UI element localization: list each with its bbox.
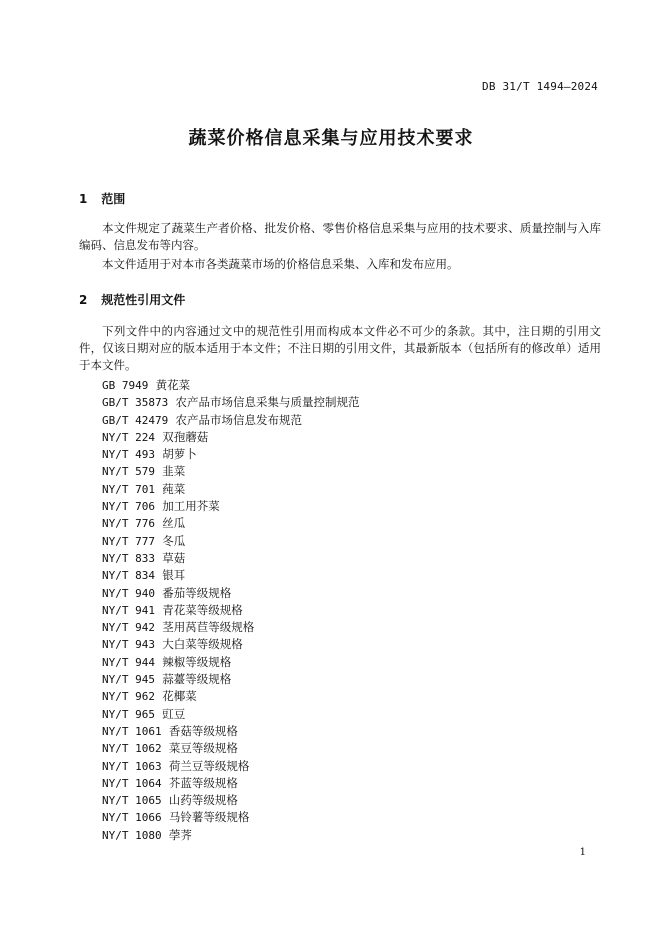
reference-code: NY/T 1064 — [102, 776, 162, 790]
reference-code: GB 7949 — [102, 379, 149, 392]
reference-name: 冬瓜 — [162, 533, 186, 548]
page-number: 1 — [579, 847, 586, 858]
reference-item — [102, 654, 360, 671]
reference-item — [102, 550, 360, 567]
reference-name: 番茄等级规格 — [162, 585, 232, 600]
reference-code: NY/T 706 — [102, 500, 155, 514]
reference-name: 菜豆等级规格 — [168, 741, 238, 756]
standard-code: DB 31/T 1494—2024 — [482, 80, 598, 93]
reference-code: NY/T 579 — [102, 465, 155, 479]
reference-code: GB/T 42479 — [102, 413, 169, 427]
reference-item — [102, 792, 360, 809]
reference-name: 辣椒等级规格 — [162, 654, 232, 669]
reference-name: 草菇 — [162, 550, 186, 565]
section-1-paragraph-1: 本文件规定了蔬菜生产者价格、批发价格、零售价格信息采集与应用的技术要求、质量控制与入库编码、信息发布等内容。 — [79, 221, 601, 252]
reference-item — [102, 429, 360, 446]
reference-name: 花椰菜 — [162, 689, 197, 704]
reference-item — [102, 412, 360, 429]
reference-code: NY/T 1062 — [102, 742, 162, 756]
reference-item — [102, 827, 360, 844]
reference-code: NY/T 1063 — [102, 759, 162, 773]
reference-code: NY/T 776 — [102, 517, 155, 531]
reference-name: 马铃薯等级规格 — [168, 810, 250, 825]
reference-list — [102, 377, 360, 844]
reference-item — [102, 394, 360, 411]
reference-name: 豇豆 — [162, 706, 186, 721]
reference-name: 蒜薹等级规格 — [162, 672, 232, 687]
reference-name: 黄花菜 — [155, 378, 191, 392]
reference-code: NY/T 941 — [102, 603, 155, 617]
reference-code: NY/T 1066 — [102, 811, 162, 825]
reference-item — [102, 446, 360, 463]
reference-item — [102, 758, 360, 775]
reference-item — [102, 809, 360, 826]
reference-item — [102, 515, 360, 532]
reference-name: 丝瓜 — [162, 516, 186, 531]
reference-item — [102, 585, 360, 602]
reference-name: 茎用莴苣等级规格 — [162, 620, 255, 635]
reference-item — [102, 481, 360, 498]
reference-code: NY/T 965 — [102, 707, 155, 721]
reference-item — [102, 377, 360, 394]
reference-item — [102, 723, 360, 740]
document-title: 蔬菜价格信息采集与应用技术要求 — [188, 128, 474, 149]
reference-name: 芥蓝等级规格 — [168, 775, 238, 790]
reference-code: NY/T 224 — [102, 430, 155, 444]
reference-code: NY/T 493 — [102, 448, 155, 462]
reference-item — [102, 498, 360, 515]
reference-code: NY/T 701 — [102, 482, 155, 496]
section-title: 规范性引用文件 — [101, 293, 186, 307]
reference-name: 青花菜等级规格 — [162, 602, 243, 617]
reference-code: NY/T 944 — [102, 655, 155, 669]
section-number: 2 — [79, 293, 88, 307]
reference-item — [102, 636, 360, 653]
reference-code: NY/T 777 — [102, 534, 155, 548]
reference-item — [102, 740, 360, 757]
reference-name: 加工用芥菜 — [162, 499, 220, 514]
reference-item — [102, 533, 360, 550]
section-title: 范围 — [101, 192, 126, 206]
reference-code: GB/T 35873 — [102, 396, 169, 410]
section-1-paragraph-2: 本文件适用于对本市各类蔬菜市场的价格信息采集、入库和发布应用。 — [102, 257, 459, 271]
section-2-heading — [79, 291, 185, 308]
reference-item — [102, 688, 360, 705]
reference-item — [102, 775, 360, 792]
reference-code: NY/T 940 — [102, 586, 155, 600]
reference-item — [102, 671, 360, 688]
reference-item — [102, 706, 360, 723]
reference-name: 韭菜 — [162, 464, 186, 479]
reference-code: NY/T 962 — [102, 690, 155, 704]
reference-name: 农产品市场信息采集与质量控制规范 — [175, 395, 360, 410]
reference-code: NY/T 943 — [102, 638, 155, 652]
section-2-paragraph-1: 下列文件中的内容通过文中的规范性引用而构成本文件必不可少的条款。其中，注日期的引用文件，仅该日期对应的版本适用于本文件；不注日期的引用文件，其最新版本（包括所有的修改单）适用于本文件。 — [79, 324, 601, 372]
reference-name: 荸荠 — [168, 827, 192, 842]
reference-name: 莼菜 — [162, 481, 186, 496]
reference-code: NY/T 833 — [102, 551, 155, 565]
reference-name: 荷兰豆等级规格 — [168, 758, 250, 773]
reference-name: 香菇等级规格 — [168, 723, 238, 738]
reference-code: NY/T 1061 — [102, 724, 162, 738]
reference-item — [102, 567, 360, 584]
reference-name: 农产品市场信息发布规范 — [175, 412, 303, 427]
reference-name: 胡萝卜 — [162, 447, 197, 462]
reference-name: 山药等级规格 — [168, 793, 238, 808]
reference-code: NY/T 1065 — [102, 794, 162, 808]
reference-item — [102, 619, 360, 636]
reference-code: NY/T 834 — [102, 569, 155, 583]
reference-name: 银耳 — [162, 568, 186, 583]
section-1-heading — [79, 190, 125, 207]
reference-item — [102, 463, 360, 480]
reference-code: NY/T 945 — [102, 673, 155, 687]
section-number: 1 — [79, 192, 88, 206]
reference-name: 大白菜等级规格 — [162, 637, 243, 652]
reference-name: 双孢蘑菇 — [162, 429, 209, 444]
reference-code: NY/T 1080 — [102, 828, 162, 842]
reference-item — [102, 602, 360, 619]
reference-code: NY/T 942 — [102, 621, 155, 635]
